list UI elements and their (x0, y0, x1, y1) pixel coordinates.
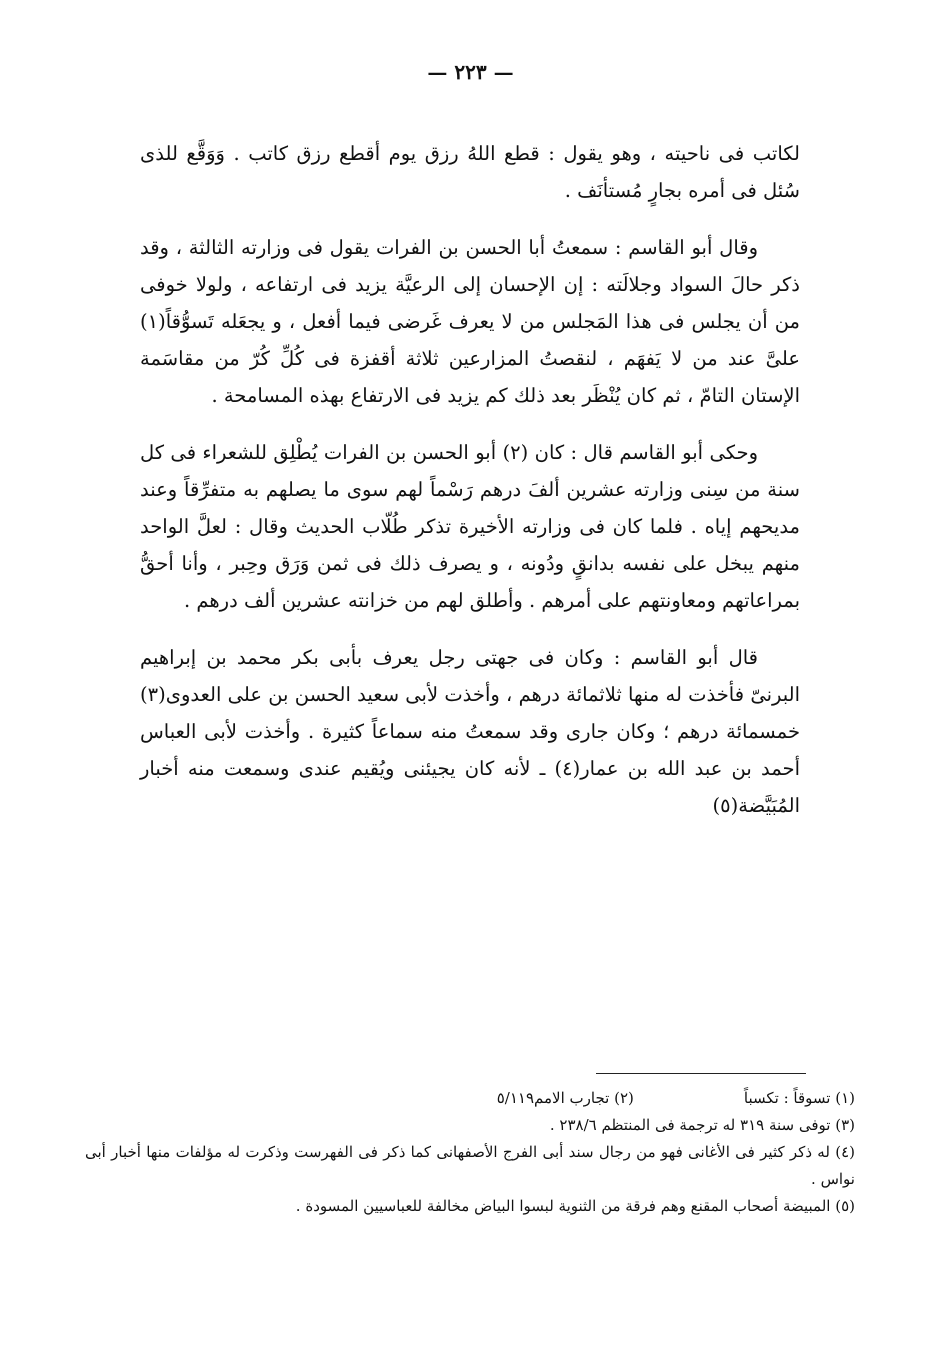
paragraph-3: وحكى أبو القاسم قال : كان (٢) أبو الحسن بن الفرات يُطْلِق للشعراء فى كل سنة من سِنى وزارته عشرين ألفَ درهم رَسْماً لهم سوى ما يصلهم به متفرِّقاً وعند مديحهم إياه . فلما كان فى وزارته الأخيرة تذكر طُلّاب الحديث وقال : لعلَّ الواحد منهم يبخل على نفسه بدانقٍ ودُونه ، و يصرف ذلك فى ثمن وَرَق وحِبر ، وأنا أحقُّ بمراعاتهم ومعاونتهم على أمرهم . وأطلق لهم من خزانته عشرين ألف درهم . (140, 441, 800, 612)
paragraph-2: وقال أبو القاسم : سمعتُ أبا الحسن بن الفرات يقول فى وزارته الثالثة ، وقد ذكر حالَ السواد وجلالَته : إن الإحسان إلى الرعيَّة يزيد فى ارتفاعه ، ولولا خوفى من أن يجلس فى هذا المَجلس من لا يعرف غَرضى فيما أفعل ، و يجعَله تَسوُّقاً(١) علىَّ عند من لا يَفهَم ، لنقصتُ المزارعين ثلاثة أقفزة فى كُلِّ كُرّ من مقاسَمة الإستان التامّ ، ثم كان يُنْظَر بعد ذلك كم يزيد فى الارتفاع بهذه المسامحة . (140, 236, 800, 407)
footnote-row-1 (85, 1085, 855, 1112)
footnote-5: (٥) المبيضة أصحاب المقنع وهم فرقة من الثنوية لبسوا البياض مخالفة للعباسيين المسودة . (295, 1197, 855, 1215)
footnote-1: (١) تسوقاً : تكسباً (743, 1089, 855, 1107)
page-number: — ٢٢٣ — (427, 60, 514, 84)
footnote-divider (596, 1073, 806, 1074)
footnote-4: (٤) له ذكر كثير فى الأغانى فهو من رجال سند أبى الفرج الأصفهانى كما ذكر فى الفهرست وذكرت له مؤلفات منها أخبار أبى نواس . (85, 1143, 855, 1188)
paragraph-4: قال أبو القاسم : وكان فى جهتى رجل يعرف بأبى بكر محمد بن إبراهيم البرنىّ فأخذت له منها ثلاثمائة درهم ، وأخذت لأبى سعيد الحسن بن على العدوى(٣) خمسمائة درهم ؛ وكان جارى وقد سمعتُ منه سماعاً كثيرة . وأخذت لأبى العباس أحمد بن عبد الله بن عمار(٤) ـ لأنه كان يجيئنى ويُقيم عندى وسمعت منه أخبار المُبَيَّضة(٥) (140, 646, 800, 817)
footnotes (85, 1085, 855, 1220)
paragraph-1: لكاتب فى ناحيته ، وهو يقول : قطع اللهُ رزق يوم أقطع رزق كاتب . وَوَقَّع للذى سُئل فى أمره بجارٍ مُستأنَف . (140, 142, 800, 202)
footnote-2: (٢) تجارب الامم٥/١١٩ (496, 1089, 634, 1107)
main-text (140, 135, 800, 844)
footnote-3: (٣) توفى سنة ٣١٩ له ترجمة فى المنتظم ٢٣٨/٦ . (549, 1116, 855, 1134)
